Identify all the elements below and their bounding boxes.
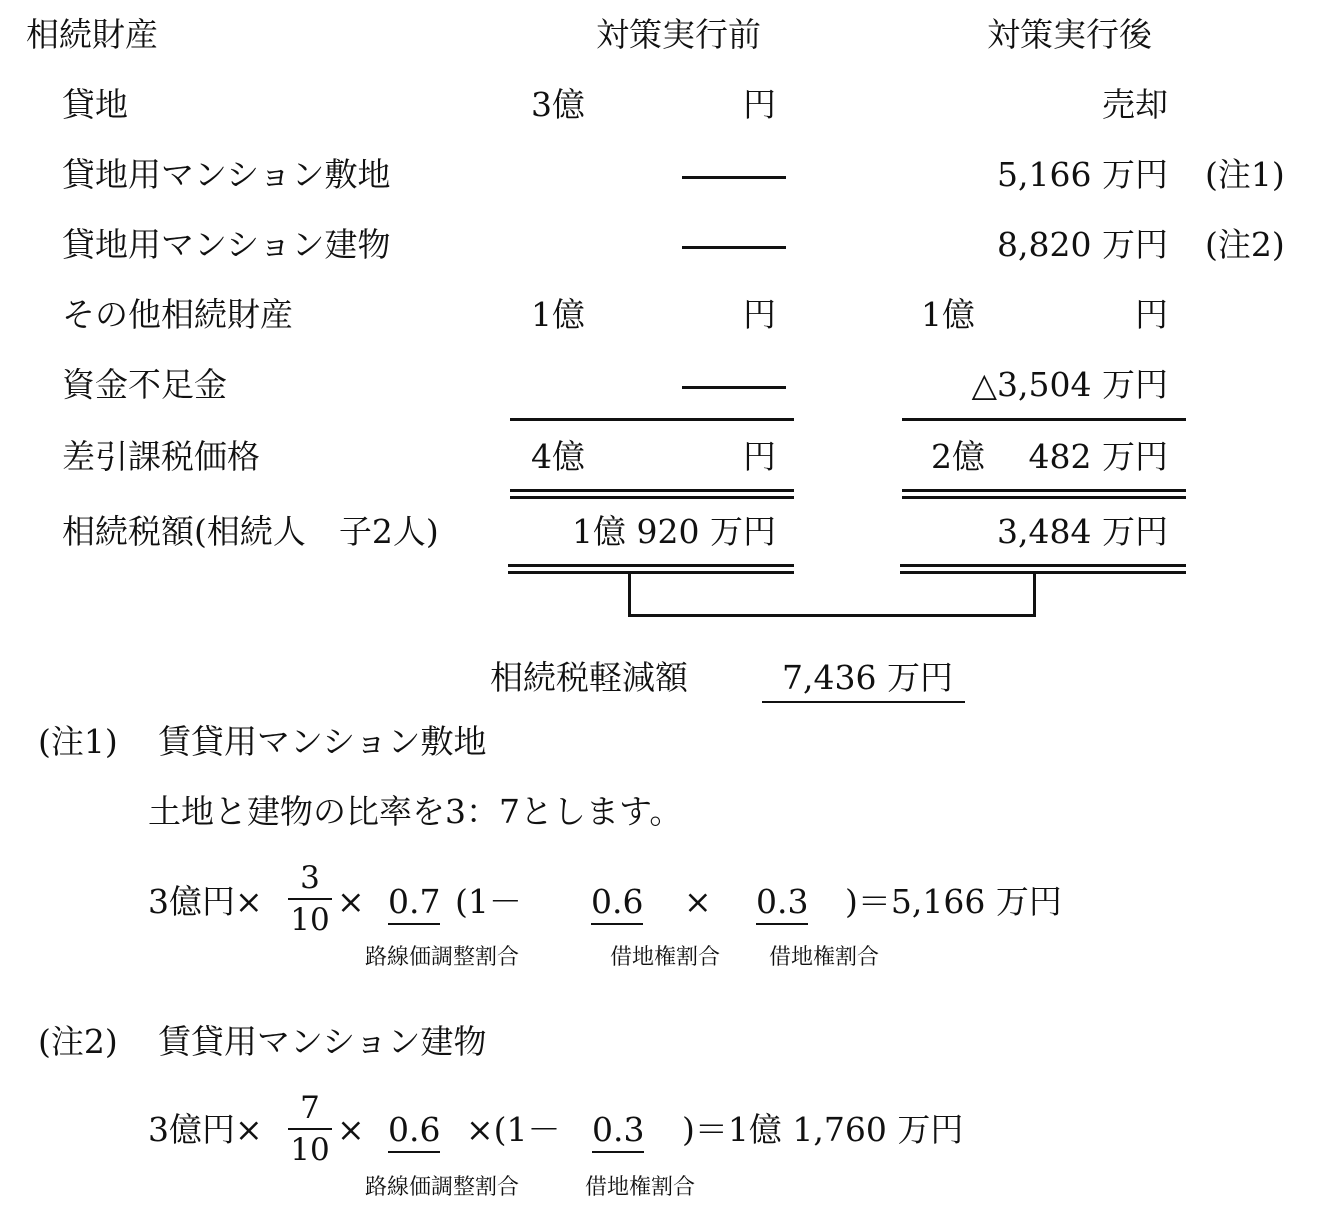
times-sign: ×: [684, 882, 712, 921]
row-before-unit: 円: [743, 85, 776, 124]
formula-value-leasehold: 0.3: [756, 882, 808, 922]
row-after-unit: 482 万円: [1028, 437, 1168, 476]
double-rule: [900, 564, 1186, 574]
note1-title: 賃貸用マンション敷地: [158, 722, 487, 761]
formula-prefix: 3億円×: [148, 1110, 263, 1149]
times-sign: ×: [337, 882, 365, 921]
formula-result: )＝1億 1,760 万円: [682, 1110, 964, 1149]
row-after-amount: 2億: [931, 437, 985, 476]
formula-open-paren: ×(1－: [466, 1110, 561, 1149]
row-before-value: 1億 920 万円: [572, 512, 776, 551]
times-sign: ×: [337, 1110, 365, 1149]
row-after-value: 8,820 万円: [997, 225, 1168, 264]
fraction: [288, 860, 332, 938]
fraction-denominator: 10: [290, 902, 330, 938]
row-label-site: 貸地用マンション敷地: [62, 155, 391, 194]
row-after-value: △3,504 万円: [971, 365, 1168, 404]
row-before-amount: 3億: [531, 85, 585, 124]
header-before: 対策実行前: [596, 15, 761, 54]
caption-leasehold: 借地権割合: [610, 945, 721, 970]
double-rule: [508, 564, 794, 574]
formula-value-ratio: 0.6: [388, 1110, 440, 1150]
rule-line: [510, 418, 794, 421]
row-label-other: その他相続財産: [62, 295, 293, 334]
note-ref: (注1): [1205, 155, 1285, 194]
caption-route-price: 路線価調整割合: [365, 945, 520, 970]
row-label-shortfall: 資金不足金: [62, 365, 227, 404]
formula-result: )＝5,166 万円: [845, 882, 1062, 921]
row-after-value: 3,484 万円: [997, 512, 1168, 551]
reduction-underline: [762, 701, 965, 703]
formula-value-ratio: 0.7: [388, 882, 440, 922]
bracket-left: [628, 574, 631, 617]
fraction: [288, 1090, 332, 1168]
double-rule: [902, 489, 1186, 499]
fraction-numerator: 3: [300, 860, 320, 896]
row-before-unit: 円: [743, 437, 776, 476]
note2-heading: (注2): [38, 1022, 118, 1061]
row-label-land: 貸地: [62, 85, 128, 124]
formula-value-leasehold: 0.6: [591, 882, 643, 922]
formula-value-leasehold: 0.3: [592, 1110, 644, 1150]
fraction-numerator: 7: [300, 1090, 320, 1126]
caption-route-price: 路線価調整割合: [365, 1175, 520, 1200]
row-label-tax: 相続税額(相続人 子2人): [62, 512, 439, 551]
note1-heading: (注1): [38, 722, 118, 761]
caption-leasehold: 借地権割合: [585, 1175, 696, 1200]
fraction-bar: [288, 1128, 332, 1130]
header-category: 相続財産: [26, 15, 158, 54]
blank-dash: [682, 386, 786, 389]
row-after-amount: 1億: [921, 295, 975, 334]
row-before-amount: 4億: [531, 437, 585, 476]
double-rule: [510, 489, 794, 499]
formula-open-paren: (1－: [455, 882, 522, 921]
note1-text: 土地と建物の比率を3：7とします。: [148, 792, 683, 831]
row-after-value: 売却: [1102, 85, 1168, 124]
row-label-building: 貸地用マンション建物: [62, 225, 391, 264]
row-before-amount: 1億: [531, 295, 585, 334]
note2-title: 賃貸用マンション建物: [158, 1022, 487, 1061]
fraction-denominator: 10: [290, 1132, 330, 1168]
note-ref: (注2): [1205, 225, 1285, 264]
formula-prefix: 3億円×: [148, 882, 263, 921]
blank-dash: [682, 176, 786, 179]
row-after-value: 5,166 万円: [997, 155, 1168, 194]
rule-line: [902, 418, 1186, 421]
bracket-right: [1033, 574, 1036, 617]
caption-leasehold: 借地権割合: [769, 945, 880, 970]
reduction-label: 相続税軽減額: [490, 658, 688, 697]
blank-dash: [682, 246, 786, 249]
row-before-unit: 円: [743, 295, 776, 334]
row-label-taxable: 差引課税価格: [62, 437, 260, 476]
header-after: 対策実行後: [987, 15, 1152, 54]
bracket-bottom: [628, 614, 1036, 617]
fraction-bar: [288, 898, 332, 900]
reduction-value: 7,436 万円: [782, 658, 953, 697]
row-after-unit: 円: [1135, 295, 1168, 334]
